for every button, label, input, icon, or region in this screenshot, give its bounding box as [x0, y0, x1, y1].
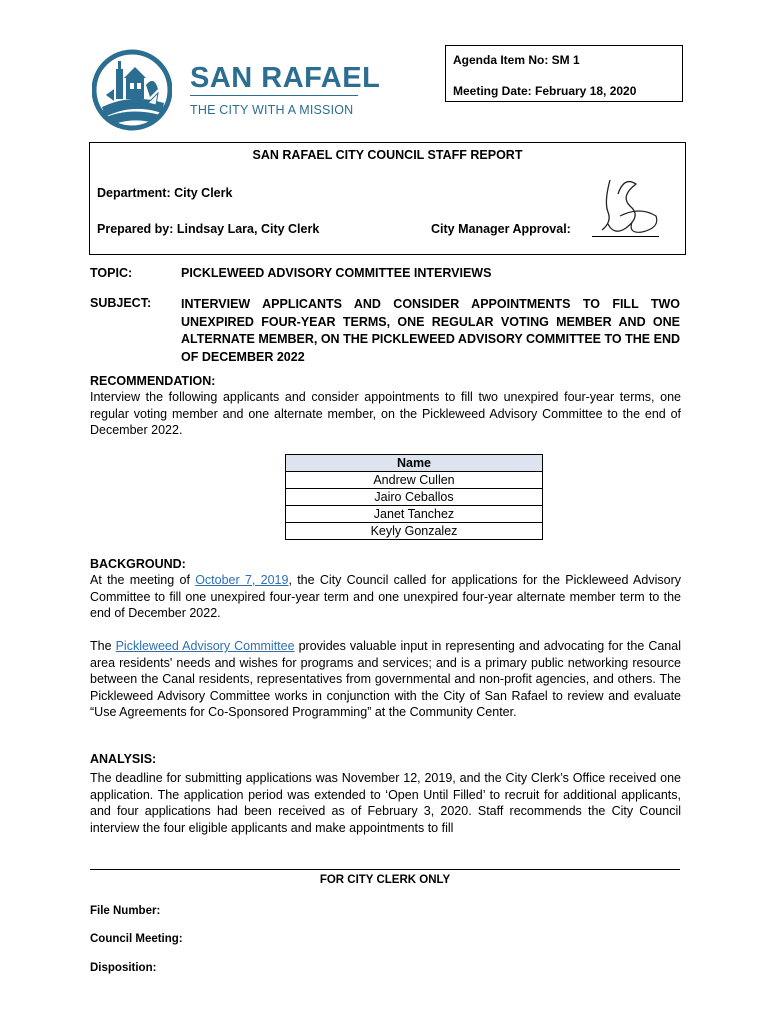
table-header-name: Name [286, 455, 543, 472]
applicant-name: Andrew Cullen [286, 472, 543, 489]
analysis-text: The deadline for submitting applications was November 12, 2019, and the City Clerk’s Office received one application. The application period was extended to ‘Open Until Filled’ to recruit for additional applicants, and four applications had been received as of February 3, 2020. Staff recommends the City Council interview the four eligible applicants and make appointments to fill [90, 771, 681, 835]
applicant-name: Keyly Gonzalez [286, 523, 543, 540]
topic-label: TOPIC: [90, 266, 133, 280]
recommendation-text: Interview the following applicants and consider appointments to fill two unexpired four-year terms, one regular voting member and one alternate member, on the Pickleweed Advisory Committee to the end of December 2022. [90, 390, 681, 438]
recommendation-heading: RECOMMENDATION: [90, 374, 216, 388]
signature-icon [590, 172, 670, 242]
subject-label: SUBJECT: [90, 296, 152, 310]
pickleweed-committee-link[interactable]: Pickleweed Advisory Committee [115, 639, 295, 653]
logo-tagline: THE CITY WITH A MISSION [190, 103, 354, 117]
analysis-heading: ANALYSIS: [90, 752, 157, 766]
prepared-by: Prepared by: Lindsay Lara, City Clerk [97, 222, 320, 236]
meeting-date: Meeting Date: February 18, 2020 [453, 84, 637, 98]
footer-divider [90, 869, 680, 870]
city-manager-approval-label: City Manager Approval: [431, 222, 571, 236]
subject-value: INTERVIEW APPLICANTS AND CONSIDER APPOINTMENTS TO FILL TWO UNEXPIRED FOUR-YEAR TERMS, ONE REGULAR VOTING MEMBER AND ONE ALTERNATE MEMBER, ON THE PICKLEWEED ADVISORY COMMITTEE TO THE END OF DECEMBER 2022 [181, 297, 680, 364]
applicant-name: Janet Tanchez [286, 506, 543, 523]
october-7-meeting-link[interactable]: October 7, 2019 [195, 573, 289, 587]
applicant-name: Jairo Ceballos [286, 489, 543, 506]
background-heading: BACKGROUND: [90, 557, 186, 571]
table-row [286, 472, 543, 489]
city-seal-logo [92, 45, 172, 135]
table-row [286, 506, 543, 523]
table-row [286, 489, 543, 506]
text-span: provides valuable input in representing and advocating for the Canal area residents' needs and wishes for programs and services; and is a primary public networking resource between the Canal residents, representatives from governmental and non-profit agencies, and others. The Pickleweed Advisory Committee works in conjunction with the City of San Rafael to review and evaluate “Use Agreements for Co-Sponsored Programming” at the Community Center. [90, 639, 681, 720]
report-title: SAN RAFAEL CITY COUNCIL STAFF REPORT [252, 148, 523, 162]
department: Department: City Clerk [97, 186, 233, 200]
disposition-label: Disposition: [90, 962, 157, 974]
agenda-item-number: Agenda Item No: SM 1 [453, 53, 580, 67]
city-clerk-only-title: FOR CITY CLERK ONLY [319, 874, 451, 886]
council-meeting-label: Council Meeting: [90, 933, 183, 945]
text-span: The [90, 639, 116, 653]
applicant-table [285, 454, 543, 540]
background-paragraph-1 [90, 572, 681, 622]
text-span: , the City Council called for applications for the Pickleweed Advisory Committee to fill one unexpired four-year term and one unexpired four-year alternate member term to the end of December 2022. [90, 573, 681, 621]
background-paragraph-2 [90, 638, 681, 721]
file-number-label: File Number: [90, 905, 161, 917]
topic-value: PICKLEWEED ADVISORY COMMITTEE INTERVIEWS [181, 266, 492, 280]
logo-divider [190, 95, 358, 96]
table-row [286, 523, 543, 540]
text-span: At the meeting of [90, 573, 196, 587]
logo-title: SAN RAFAEL [190, 62, 381, 94]
